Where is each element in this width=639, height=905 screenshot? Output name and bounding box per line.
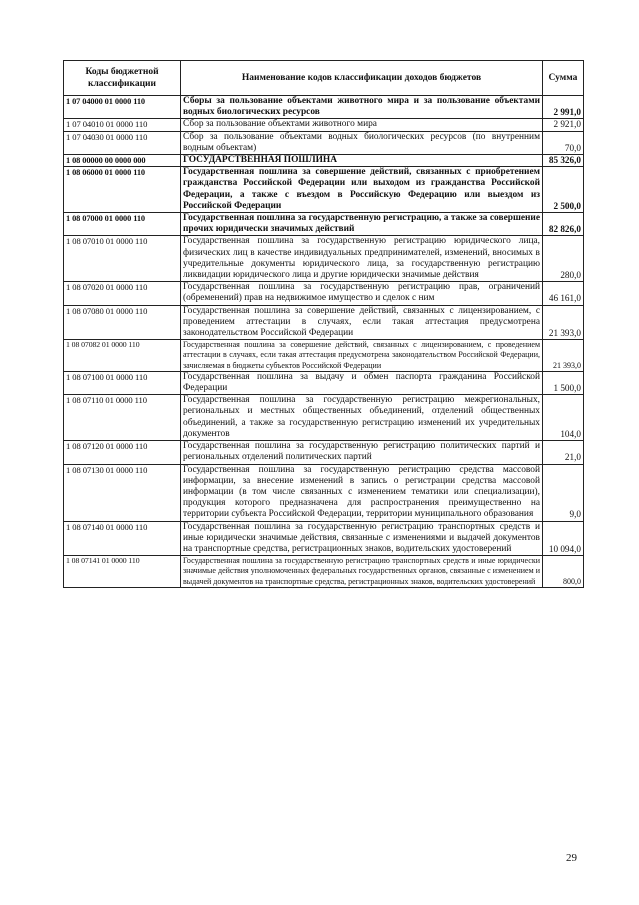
code-cell: 1 08 07140 01 0000 110 [64, 521, 181, 556]
code-cell: 1 08 07010 01 0000 110 [64, 236, 181, 282]
code-cell: 1 07 04030 01 0000 110 [64, 131, 181, 154]
table-row [64, 213, 584, 236]
code-cell: 1 08 07130 01 0000 110 [64, 464, 181, 521]
sum-cell: 104,0 [543, 395, 584, 441]
table-row [64, 305, 584, 340]
table-body [64, 96, 584, 588]
sum-cell: 82 826,0 [543, 213, 584, 236]
name-cell: Государственная пошлина за совершение действий, связанных с лицензированием, с проведением аттестации в случаях, если такая аттестация предусмотрена законодательством Российской Федерации, зачисляемая в бюджеты субъектов Российской Федерации [181, 340, 543, 372]
sum-cell: 9,0 [543, 464, 584, 521]
sum-cell: 10 094,0 [543, 521, 584, 556]
header-sum: Сумма [543, 61, 584, 96]
code-cell: 1 08 07110 01 0000 110 [64, 395, 181, 441]
table-row [64, 395, 584, 441]
name-cell: Государственная пошлина за государственную регистрацию прав, ограничений (обременений) прав на недвижимое имущество и сделок с ним [181, 282, 543, 305]
code-cell: 1 08 00000 00 0000 000 [64, 155, 181, 167]
sum-cell: 800,0 [543, 556, 584, 588]
sum-cell: 280,0 [543, 236, 584, 282]
table-row [64, 96, 584, 119]
table-row [64, 521, 584, 556]
name-cell: Государственная пошлина за государственную регистрацию средства массовой информации, за внесение изменений в запись о регистрации средства массовой информации (в том числе связанных с изменением тематики или специализации), продукция которого предназначена для распространения преимущественно на территории субъекта Российской Федерации, территории муниципального образования [181, 464, 543, 521]
code-cell: 1 08 06000 01 0000 110 [64, 167, 181, 213]
code-cell: 1 08 07100 01 0000 110 [64, 371, 181, 394]
table-row [64, 464, 584, 521]
table-header-row [64, 61, 584, 96]
table-row [64, 371, 584, 394]
table-row [64, 556, 584, 588]
sum-cell: 2 921,0 [543, 119, 584, 131]
name-cell: Государственная пошлина за совершение действий, связанных с лицензированием, с проведением аттестации в случаях, если такая аттестация предусмотрена законодательством Российской Федерации [181, 305, 543, 340]
name-cell: Сбор за пользование объектами животного мира [181, 119, 543, 131]
page-number: 29 [566, 852, 577, 864]
table-row [64, 282, 584, 305]
header-code: Коды бюджетной классификации [64, 61, 181, 96]
sum-cell: 2 500,0 [543, 167, 584, 213]
header-name: Наименование кодов классификации доходов бюджетов [181, 61, 543, 96]
name-cell: Государственная пошлина за государственную регистрацию транспортных средств и иные юридически значимые действия, связанные с изменениями и выдачей документов на транспортные средства, регистрационных знаков, водительских удостоверений [181, 521, 543, 556]
sum-cell: 85 326,0 [543, 155, 584, 167]
name-cell: Сбор за пользование объектами водных биологических ресурсов (по внутренним водным объектам) [181, 131, 543, 154]
code-cell: 1 08 07000 01 0000 110 [64, 213, 181, 236]
code-cell: 1 07 04010 01 0000 110 [64, 119, 181, 131]
table-row [64, 441, 584, 464]
sum-cell: 70,0 [543, 131, 584, 154]
sum-cell: 1 500,0 [543, 371, 584, 394]
code-cell: 1 08 07080 01 0000 110 [64, 305, 181, 340]
code-cell: 1 08 07141 01 0000 110 [64, 556, 181, 588]
table-row [64, 119, 584, 131]
name-cell: Государственная пошлина за государственную регистрацию межрегиональных, региональных и местных общественных объединений, отделений общественных объединений, а также за государственную регистрацию изменений их учредительных документов [181, 395, 543, 441]
budget-revenue-table-page [63, 60, 583, 588]
table-row [64, 131, 584, 154]
name-cell: ГОСУДАРСТВЕННАЯ ПОШЛИНА [181, 155, 543, 167]
sum-cell: 21,0 [543, 441, 584, 464]
table-row [64, 236, 584, 282]
sum-cell: 21 393,0 [543, 305, 584, 340]
code-cell: 1 07 04000 01 0000 110 [64, 96, 181, 119]
name-cell: Государственная пошлина за государственную регистрацию политических партий и региональных отделений политических партий [181, 441, 543, 464]
table-row [64, 155, 584, 167]
table-row [64, 167, 584, 213]
name-cell: Государственная пошлина за государственную регистрацию юридического лица, физических лиц в качестве индивидуальных предпринимателей, изменений, вносимых в учредительные документы юридического лица, за государственную регистрацию ликвидации юридического лица и другие юридически значимые действия [181, 236, 543, 282]
name-cell: Государственная пошлина за выдачу и обмен паспорта гражданина Российской Федерации [181, 371, 543, 394]
code-cell: 1 08 07120 01 0000 110 [64, 441, 181, 464]
name-cell: Государственная пошлина за государственную регистрацию транспортных средств и иные юридически значимые действия уполномоченных федеральных государственных органов, связанные с изменением и выдачей документов на транспортные средства, регистрационных знаков, водительских удостоверений [181, 556, 543, 588]
name-cell: Сборы за пользование объектами животного мира и за пользование объектами водных биологических ресурсов [181, 96, 543, 119]
budget-revenue-table [63, 60, 584, 588]
code-cell: 1 08 07020 01 0000 110 [64, 282, 181, 305]
code-cell: 1 08 07082 01 0000 110 [64, 340, 181, 372]
name-cell: Государственная пошлина за государственную регистрацию, а также за совершение прочих юридически значимых действий [181, 213, 543, 236]
table-row [64, 340, 584, 372]
sum-cell: 2 991,0 [543, 96, 584, 119]
name-cell: Государственная пошлина за совершение действий, связанных с приобретением гражданства Российской Федерации или выходом из гражданства Российской Федерации, а также с въездом в Российскую Федерацию или выездом из Российской Федерации [181, 167, 543, 213]
sum-cell: 46 161,0 [543, 282, 584, 305]
sum-cell: 21 393,0 [543, 340, 584, 372]
